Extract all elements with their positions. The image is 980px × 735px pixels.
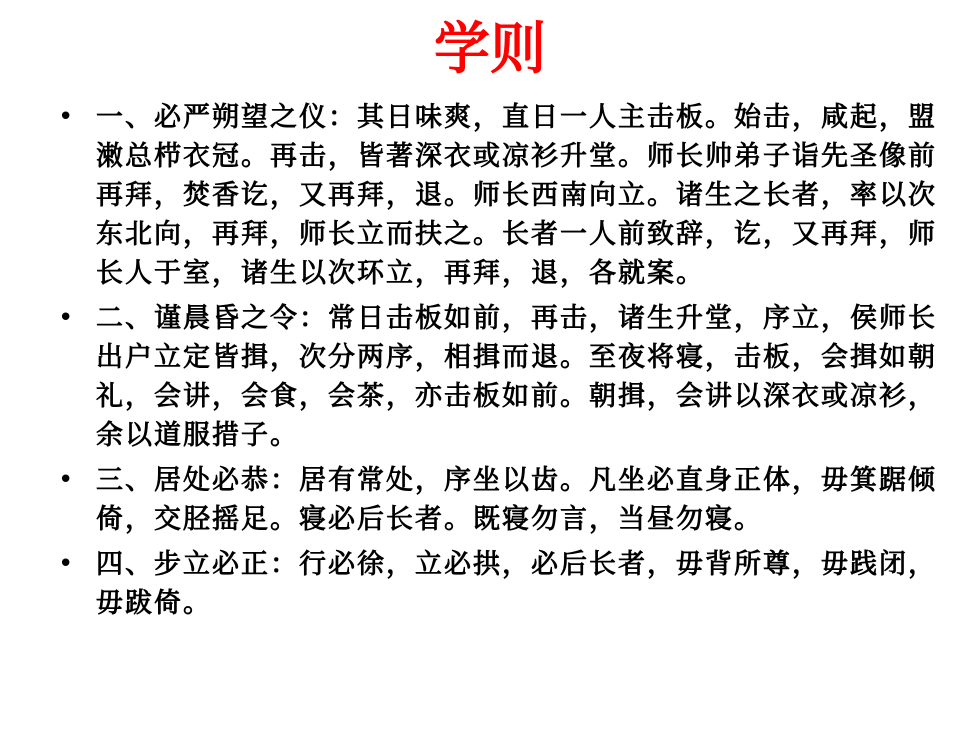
bullet-icon: • (58, 549, 76, 579)
rules-list (58, 98, 938, 629)
bullet-icon: • (58, 465, 76, 495)
rule-text-3: 三、居处必恭：居有常处，序坐以齿。凡坐必直身正体，毋箕踞倾倚，交胫摇足。寝必后长者。既寝勿言，当昼勿寝。 (96, 465, 937, 535)
list-item (58, 299, 938, 455)
slide-title: 学则 (434, 17, 546, 82)
list-item (58, 461, 938, 539)
rule-text-2: 二、谨晨昏之令：常日击板如前，再击，诸生升堂，序立，侯师长出户立定皆揖，次分两序，相揖而退。至夜将寝，击板，会揖如朝礼，会讲，会食，会茶，亦击板如前。朝揖，会讲以深衣或凉衫，余以道服措子。 (96, 303, 937, 451)
bullet-icon: • (58, 102, 76, 132)
list-item (58, 98, 938, 293)
rule-text-1: 一、必严朔望之仪：其日味爽，直日一人主击板。始击，咸起，盟潄总栉衣冠。再击，皆著深衣或凉衫升堂。师长帅弟子诣先圣像前再拜，焚香讫，又再拜，退。师长西南向立。诸生之长者，率以次东北向，再拜，师长立而扶之。长者一人前致辞，讫，又再拜，师长人于室，诸生以次环立，再拜，退，各就案。 (96, 102, 937, 289)
list-item (58, 545, 938, 623)
rule-text-4: 四、步立必正：行必徐，立必拱，必后长者，毋背所尊，毋践闭，毋跋倚。 (96, 549, 937, 619)
bullet-icon: • (58, 303, 76, 333)
